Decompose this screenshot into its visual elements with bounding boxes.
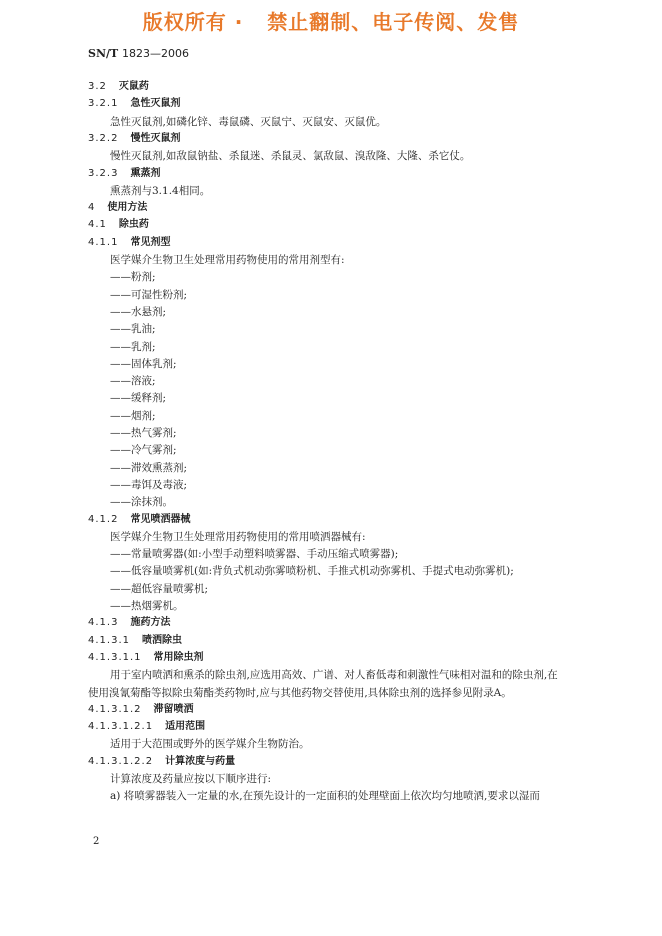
- list-item: ——超低容量喷雾机;: [110, 582, 209, 595]
- section-title: 常用除虫剂: [153, 651, 204, 663]
- section-number: 4.1.3.1.1: [88, 651, 142, 663]
- list-item: ——可湿性粉剂;: [110, 288, 188, 301]
- section-heading: [88, 651, 204, 667]
- paragraph-line: 急性灭鼠剂,如磷化锌、毒鼠磷、灭鼠宁、灭鼠安、灭鼠优。: [110, 115, 387, 128]
- list-item: ——溶液;: [110, 375, 156, 388]
- paragraph-line: 医学媒介生物卫生处理常用药物使用的常用喷洒器械有:: [110, 530, 366, 543]
- standard-header: [88, 47, 189, 60]
- section-number: 4.1.1: [88, 236, 119, 248]
- page-number: 2: [93, 836, 100, 847]
- section-number: 4.1.3: [88, 617, 119, 629]
- section-title: 计算浓度与药量: [165, 755, 236, 767]
- section-title: 喷洒除虫: [142, 634, 182, 646]
- section-heading: [88, 616, 170, 632]
- copyright-banner: 版权所有 · 禁止翻制、电子传阅、发售: [142, 10, 520, 34]
- section-title: 急性灭鼠剂: [130, 98, 181, 110]
- section-number: 4.1.3.1.2: [88, 703, 142, 715]
- list-item: ——缓释剂;: [110, 392, 167, 405]
- section-heading: [88, 97, 180, 113]
- list-item: ——毒饵及毒液;: [110, 478, 188, 491]
- section-title: 滞留喷洒: [153, 703, 194, 715]
- section-heading: [88, 720, 205, 736]
- list-item: ——乳油;: [110, 323, 156, 336]
- list-item: ——粉剂;: [110, 271, 156, 284]
- section-number: 3.2.3: [88, 167, 119, 179]
- paragraph-line: 用于室内喷洒和熏杀的除虫剂,应选用高效、广谱、对人畜低毒和刺激性气味相对温和的除虫剂,在: [110, 669, 558, 682]
- section-number: 4: [88, 202, 96, 214]
- section-title: 常见喷洒器械: [130, 513, 191, 525]
- section-heading: [88, 167, 160, 183]
- section-number: 3.2.1: [88, 98, 119, 110]
- paragraph-line: 医学媒介生物卫生处理常用药物使用的常用剂型有:: [110, 254, 345, 266]
- list-item: ——固体乳剂;: [110, 357, 177, 370]
- section-heading: [88, 513, 190, 529]
- paragraph-line: 慢性灭鼠剂,如敌鼠钠盐、杀鼠迷、杀鼠灵、氯敌鼠、溴敌隆、大隆、杀它仗。: [110, 150, 471, 163]
- list-item: ——热烟雾机。: [110, 600, 184, 612]
- section-title: 慢性灭鼠剂: [130, 132, 181, 144]
- section-heading: [88, 634, 182, 650]
- section-title: 除虫药: [118, 219, 149, 231]
- section-number: 3.2: [88, 81, 107, 92]
- list-item: ——低容量喷雾机(如:背负式机动弥雾喷粉机、手推式机动弥雾机、手提式电动弥雾机);: [110, 565, 514, 578]
- section-number: 3.2.2: [88, 132, 119, 144]
- section-heading: [88, 755, 235, 771]
- section-title: 熏蒸剂: [130, 167, 161, 179]
- section-heading: [88, 80, 149, 96]
- section-title: 灭鼠药: [118, 81, 149, 92]
- list-item: ——常量喷雾器(如:小型手动塑料喷雾器、手动压缩式喷雾器);: [110, 548, 399, 561]
- section-heading: [88, 132, 180, 148]
- section-title: 适用范围: [165, 721, 206, 733]
- section-number: 4.1.3.1: [88, 634, 130, 646]
- list-item: ——水悬剂;: [110, 305, 167, 318]
- paragraph-line: 熏蒸剂与3.1.4相同。: [110, 184, 211, 197]
- section-number: 4.1.3.1.2.2: [88, 755, 154, 767]
- standard-number: 1823—2006: [122, 47, 190, 60]
- section-title: 使用方法: [107, 202, 148, 214]
- list-item: ——烟剂;: [110, 409, 156, 422]
- section-number: 4.1.2: [88, 513, 119, 525]
- list-item: ——冷气雾剂;: [110, 444, 177, 457]
- paragraph-line: a) 将喷雾器装入一定量的水,在预先设计的一定面积的处理壁面上依次均匀地喷洒,要求以湿而: [110, 790, 540, 803]
- list-item: ——滞效熏蒸剂;: [110, 461, 188, 474]
- section-heading: [88, 703, 194, 719]
- list-item: ——乳剂;: [110, 340, 156, 353]
- section-number: 4.1: [88, 219, 107, 231]
- section-title: 常见剂型: [130, 236, 171, 248]
- paragraph-line: 计算浓度及药量应按以下顺序进行:: [110, 773, 272, 785]
- section-heading: [88, 236, 170, 252]
- standard-code: SN/T: [88, 47, 119, 60]
- section-heading: [88, 201, 147, 217]
- section-title: 施药方法: [130, 617, 171, 629]
- list-item: ——热气雾剂;: [110, 427, 177, 439]
- paragraph-continuation: 使用溴氰菊酯等拟除虫菊酯类药物时,应与其他药物交替使用,具体除虫剂的选择参见附录A。: [88, 686, 512, 699]
- paragraph-line: 适用于大范围或野外的医学媒介生物防治。: [110, 738, 310, 751]
- section-number: 4.1.3.1.2.1: [88, 721, 154, 733]
- section-heading: [88, 218, 149, 234]
- list-item: ——涂抹剂。: [110, 496, 173, 509]
